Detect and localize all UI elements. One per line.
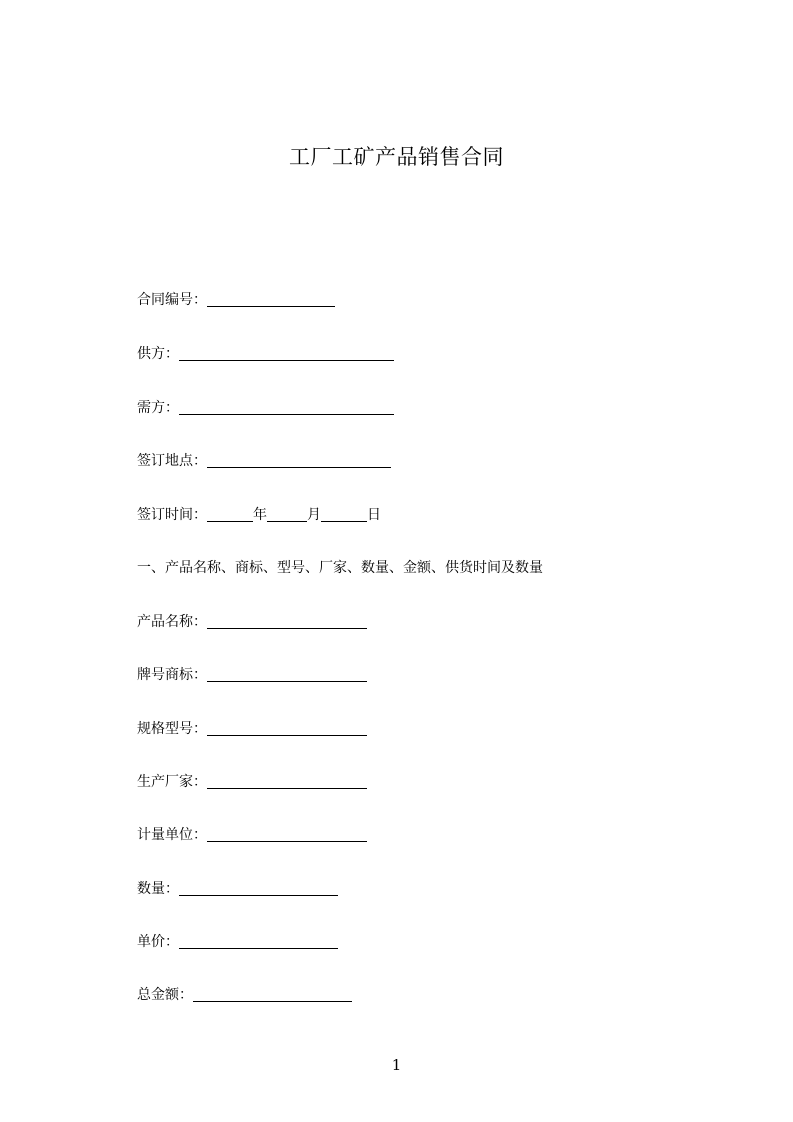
- unit-label: 计量单位：: [137, 827, 207, 843]
- page-number: 1: [391, 1056, 402, 1074]
- unit-price-label: 单价：: [137, 934, 179, 950]
- brand-line: [137, 665, 367, 685]
- year-label: 年: [253, 507, 267, 523]
- sign-time-label: 签订时间：: [137, 507, 207, 523]
- contract-number-line: [137, 290, 335, 310]
- total-amount-label: 总金额：: [137, 987, 193, 1003]
- sign-place-line: [137, 451, 391, 471]
- sign-month-blank[interactable]: [267, 505, 307, 522]
- manufacturer-blank[interactable]: [207, 772, 367, 789]
- sign-day-blank[interactable]: [321, 505, 367, 522]
- sign-year-blank[interactable]: [207, 505, 253, 522]
- supplier-line: [137, 344, 394, 364]
- product-name-label: 产品名称：: [137, 614, 207, 630]
- unit-blank[interactable]: [207, 825, 367, 842]
- buyer-blank[interactable]: [179, 398, 394, 415]
- contract-number-blank[interactable]: [207, 290, 335, 307]
- buyer-label: 需方：: [137, 400, 179, 416]
- spec-model-blank[interactable]: [207, 719, 367, 736]
- total-amount-line: [137, 985, 352, 1005]
- month-label: 月: [307, 507, 321, 523]
- spec-model-line: [137, 719, 367, 739]
- brand-label: 牌号商标：: [137, 667, 207, 683]
- unit-price-line: [137, 932, 338, 952]
- spec-model-label: 规格型号：: [137, 721, 207, 737]
- product-name-line: [137, 612, 367, 632]
- document-title: 工厂工矿产品销售合同: [289, 145, 504, 169]
- quantity-blank[interactable]: [179, 879, 338, 896]
- section-1-heading: 一、产品名称、商标、型号、厂家、数量、金额、供货时间及数量: [137, 560, 543, 576]
- product-name-blank[interactable]: [207, 612, 367, 629]
- manufacturer-line: [137, 772, 367, 792]
- sign-time-line: [137, 505, 381, 525]
- day-label: 日: [367, 507, 381, 523]
- supplier-label: 供方：: [137, 346, 179, 362]
- sign-place-blank[interactable]: [207, 451, 391, 468]
- supplier-blank[interactable]: [179, 344, 394, 361]
- unit-price-blank[interactable]: [179, 932, 338, 949]
- brand-blank[interactable]: [207, 665, 367, 682]
- sign-place-label: 签订地点：: [137, 453, 207, 469]
- quantity-label: 数量：: [137, 881, 179, 897]
- manufacturer-label: 生产厂家：: [137, 774, 207, 790]
- unit-line: [137, 825, 367, 845]
- quantity-line: [137, 879, 338, 899]
- total-amount-blank[interactable]: [193, 985, 352, 1002]
- buyer-line: [137, 398, 394, 418]
- contract-number-label: 合同编号：: [137, 292, 207, 308]
